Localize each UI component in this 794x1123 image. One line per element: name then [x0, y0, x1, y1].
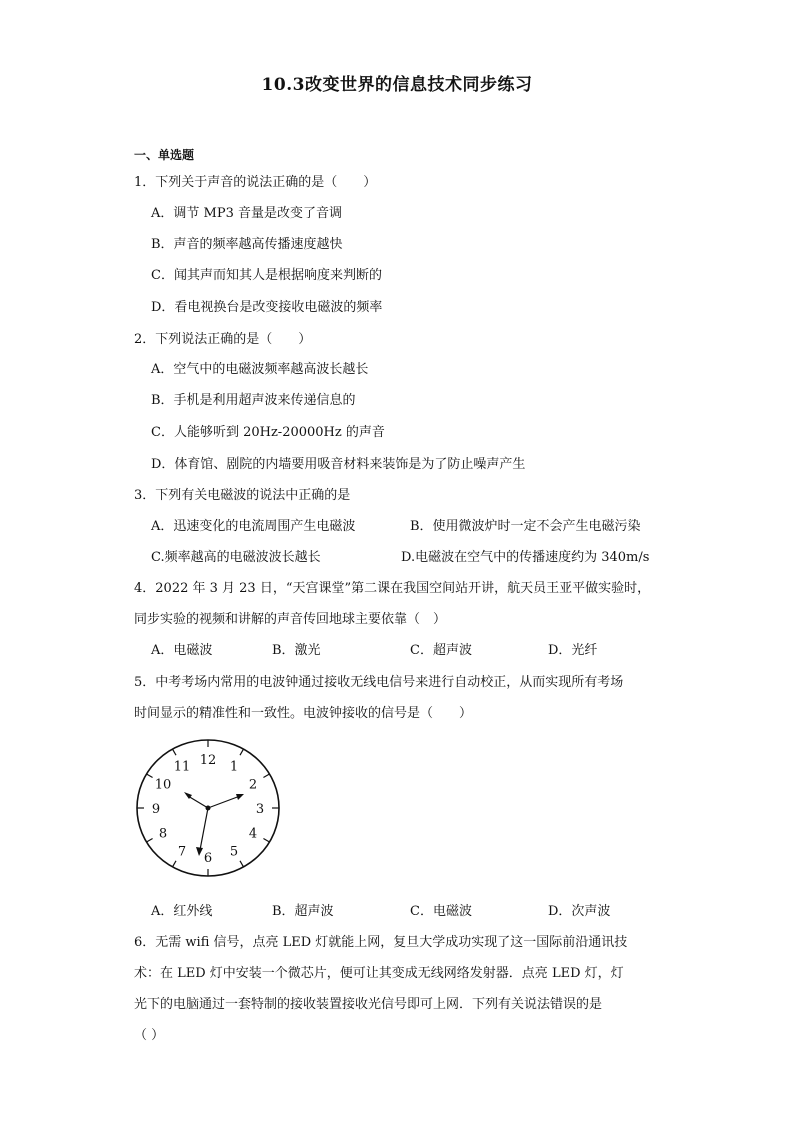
clock-number: 11: [173, 759, 191, 775]
question-5-option-d: D．次声波: [548, 904, 611, 919]
clock-tick: [173, 861, 177, 867]
question-2-option-d: D．体育馆、剧院的内墙要用吸音材料来装饰是为了防止噪声产生: [151, 457, 526, 472]
section-heading: 一、单选题: [134, 148, 195, 162]
clock-tick: [147, 839, 153, 843]
question-1-option-d: D．看电视换台是改变接收电磁波的频率: [151, 300, 383, 315]
clock-number: 3: [255, 802, 265, 817]
clock-number: 4: [248, 826, 258, 842]
clock-tick: [240, 861, 244, 867]
question-5-option-a: A．红外线: [151, 904, 213, 919]
question-3-stem: 3．下列有关电磁波的说法中正确的是: [134, 488, 351, 503]
clock-number: 2: [248, 777, 258, 793]
clock-number: 12: [199, 753, 217, 768]
clock-number: 10: [154, 777, 172, 793]
question-4-option-d: D．光纤: [548, 643, 598, 658]
question-4-option-c: C．超声波: [410, 643, 472, 658]
clock-number: 9: [151, 802, 161, 817]
question-1-option-c: C．闻其声而知其人是根据响度来判断的: [151, 268, 382, 283]
clock-tick: [240, 749, 244, 755]
question-6-line-1: 6．无需 wifi 信号，点亮 LED 灯就能上网，复旦大学成功实现了这一国际前沿通讯技: [134, 935, 628, 950]
question-4-stem-line-1: 4．2022 年 3 月 23 日，“天宫课堂”第二课在我国空间站开讲，航天员王亚平做实验时，: [134, 581, 651, 596]
question-4-option-a: A．电磁波: [151, 643, 213, 658]
clock-number: 5: [229, 844, 239, 860]
clock-center: [206, 806, 211, 811]
question-1-option-b: B．声音的频率越高传播速度越快: [151, 237, 343, 252]
clock-tick: [263, 839, 269, 843]
question-6-line-3: 光下的电脑通过一套特制的接收装置接收光信号即可上网．下列有关说法错误的是: [134, 997, 603, 1012]
clock-number: 6: [203, 851, 213, 866]
question-1-option-a: A．调节 MP3 音量是改变了音调: [151, 206, 342, 221]
question-2-option-b: B．手机是利用超声波来传递信息的: [151, 393, 356, 408]
clock-number: 7: [177, 844, 187, 860]
question-5-option-c: C．电磁波: [410, 904, 472, 919]
question-3-option-c: C.频率越高的电磁波波长越长: [151, 550, 321, 565]
page-title: 10.3改变世界的信息技术同步练习: [261, 75, 533, 95]
clock-tick: [173, 749, 177, 755]
clock-number: 1: [229, 759, 239, 775]
question-5-stem-line-1: 5．中考考场内常用的电波钟通过接收无线电信号来进行自动校正，从而实现所有考场: [134, 675, 624, 690]
clock-tick: [263, 774, 269, 778]
question-5-stem-line-2: 时间显示的精准性和一致性。电波钟接收的信号是（ ）: [134, 706, 473, 721]
question-3-option-a: A．迅速变化的电流周围产生电磁波: [151, 519, 356, 534]
question-4-option-b: B．激光: [272, 643, 321, 658]
clock-tick: [147, 774, 153, 778]
clock-minute-hand: [208, 796, 240, 808]
clock-minute-hand-tip: [236, 794, 244, 800]
question-5-option-b: B．超声波: [272, 904, 334, 919]
clock-second-hand-tip: [196, 847, 203, 856]
question-1-stem: 1．下列关于声音的说法正确的是（ ）: [134, 175, 377, 190]
clock-second-hand: [200, 808, 208, 850]
clock-figure: [130, 734, 290, 886]
question-6-line-4: （ ）: [134, 1028, 165, 1043]
question-2-option-c: C．人能够听到 20Hz-20000Hz 的声音: [151, 425, 385, 440]
clock-number: 8: [158, 826, 168, 842]
question-3-option-d: D.电磁波在空气中的传播速度约为 340m/s: [401, 550, 650, 565]
question-2-stem: 2．下列说法正确的是（ ）: [134, 332, 312, 347]
question-4-stem-line-2: 同步实验的视频和讲解的声音传回地球主要依靠（ ）: [134, 612, 447, 627]
question-3-option-b: B．使用微波炉时一定不会产生电磁污染: [410, 519, 641, 534]
clock-hour-hand: [188, 796, 208, 808]
question-6-line-2: 术：在 LED 灯中安装一个微芯片，便可让其变成无线网络发射器．点亮 LED 灯，灯: [134, 966, 624, 981]
question-2-option-a: A．空气中的电磁波频率越高波长越长: [151, 362, 369, 377]
